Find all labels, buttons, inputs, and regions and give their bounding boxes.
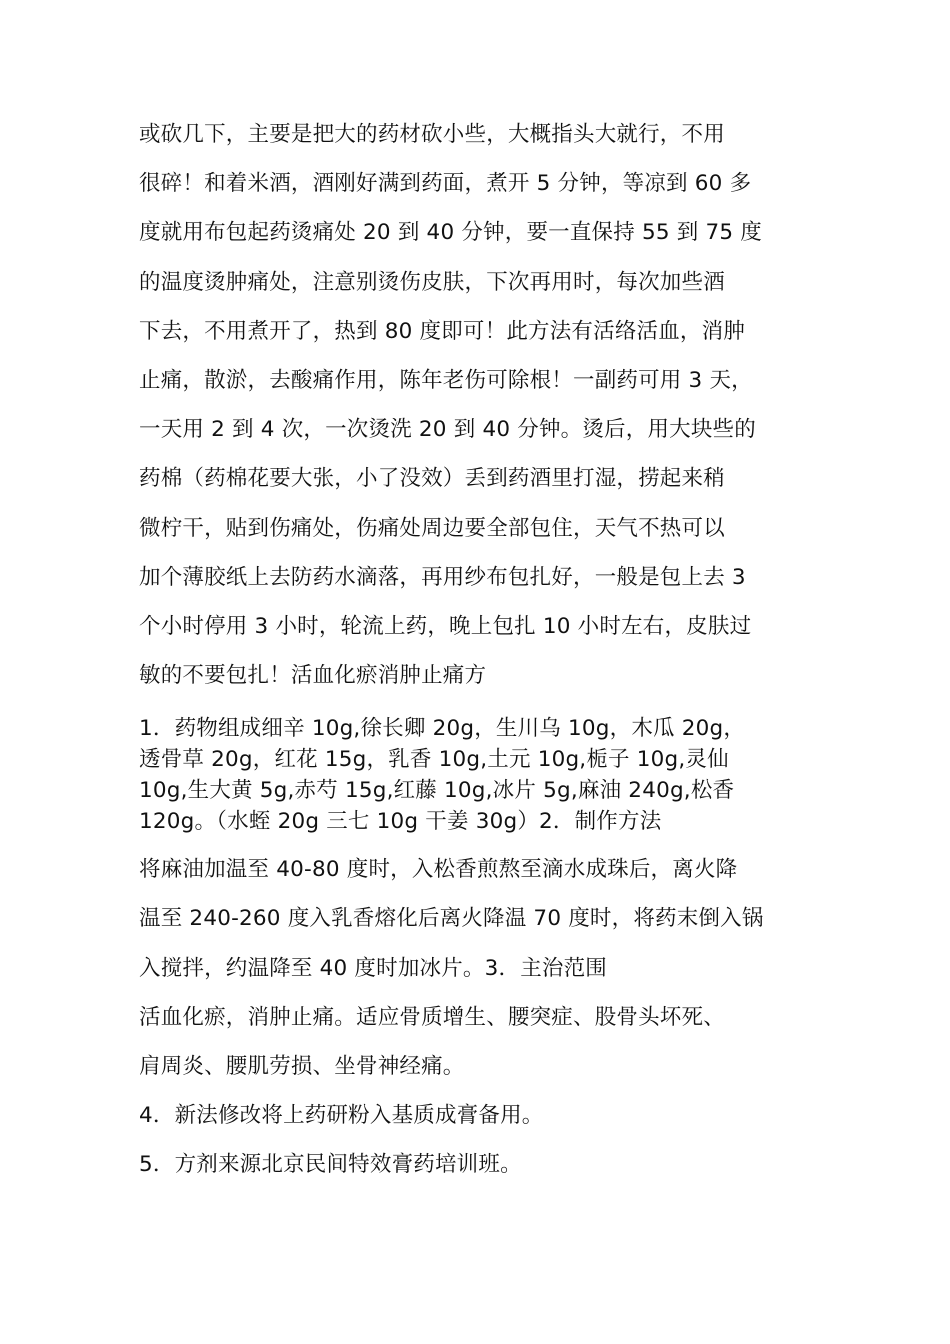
text-line: 敏的不要包扎！活血化瘀消肿止痛方 [139,663,487,689]
text-line: 入搅拌，约温降至 40 度时加冰片。3．主治范围 [139,955,608,981]
section-2-method [139,845,839,993]
paragraph-1 [139,110,839,700]
text-line: 透骨草 20g，红花 15g，乳香 10g,土元 10g,栀子 10g,灵仙 [139,747,729,773]
text-line: 10g,生大黄 5g,赤芍 15g,红藤 10g,冰片 5g,麻油 240g,松香 [139,778,735,804]
text-line: 的温度烫肿痛处，注意别烫伤皮肤，下次再用时，每次加些酒 [139,269,725,295]
text-line: 很碎！和着米酒，酒刚好满到药面，煮开 5 分钟，等凉到 60 多 [139,171,752,197]
text-line: 或砍几下，主要是把大的药材砍小些，大概指头大就行，不用 [139,122,725,147]
text-line: 药棉（药棉花要大张，小了没效）丢到药酒里打湿，捞起来稍 [139,466,725,492]
text-line: 止痛，散淤，去酸痛作用，陈年老伤可除根！一副药可用 3 天， [139,367,753,393]
text-line: 肩周炎、腰肌劳损、坐骨神经痛。 [139,1054,465,1079]
item-5-source: 5．方剂来源北京民间特效膏药培训班。 [139,1152,522,1178]
text-line: 将麻油加温至 40-80 度时，入松香煎熬至滴水成珠后，离火降 [139,857,738,883]
text-line: 1．药物组成细辛 10g,徐长卿 20g，生川乌 10g，木瓜 20g， [139,716,746,742]
section-1-composition [139,713,839,837]
text-line: 下去，不用煮开了，热到 80 度即可！此方法有活络活血，消肿 [139,318,746,344]
document-page [139,110,839,1190]
section-3-indications [139,993,839,1091]
text-line: 温至 240-260 度入乳香熔化后离火降温 70 度时，将药末倒入锅 [139,906,764,932]
text-line: 加个薄胶纸上去防药水滴落，再用纱布包扎好，一般是包上去 3 [139,564,746,590]
text-line: 微柠干，贴到伤痛处，伤痛处周边要全部包住，天气不热可以 [139,515,725,541]
item-4-modification: 4．新法修改将上药研粉入基质成膏备用。 [139,1103,544,1129]
text-line: 度就用布包起药烫痛处 20 到 40 分钟，要一直保持 55 到 75 度 [139,220,763,246]
text-line: 一天用 2 到 4 次，一次烫洗 20 到 40 分钟。烫后，用大块些的 [139,417,756,443]
text-line: 活血化瘀，消肿止痛。适应骨质增生、腰突症、股骨头坏死、 [139,1004,725,1030]
text-line: 120g。（水蛭 20g 三七 10g 干姜 30g）2．制作方法 [139,809,662,835]
text-line: 个小时停用 3 小时，轮流上药，晚上包扎 10 小时左右，皮肤过 [139,613,752,639]
